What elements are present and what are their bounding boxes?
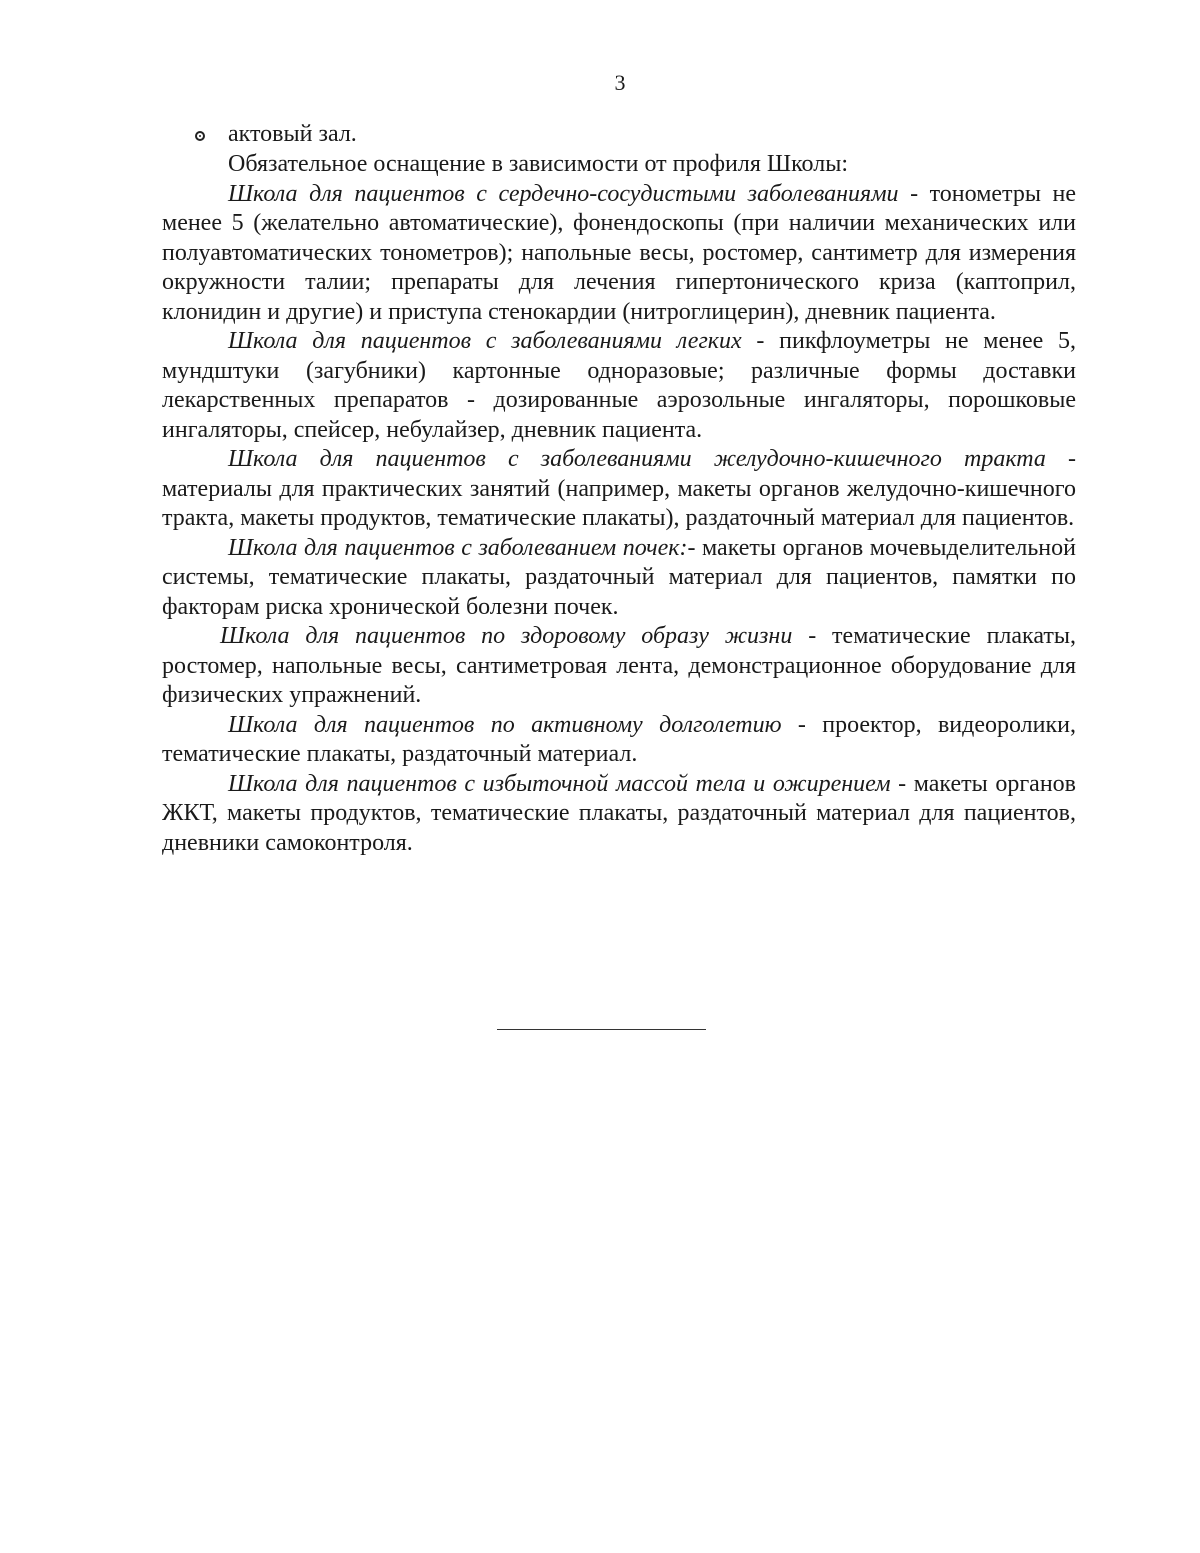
school-name: Школа для пациентов по активному долголетию (228, 711, 782, 738)
paragraph-active-longevity (162, 711, 1076, 770)
school-name: Школа для пациентов с сердечно-сосудистыми заболеваниями (228, 180, 899, 207)
paragraph-kidney (162, 534, 1076, 623)
school-name: Школа для пациентов с заболеваниями желудочно-кишечного тракта (228, 446, 1046, 472)
bullet-item (162, 120, 1076, 150)
end-divider (497, 1029, 706, 1030)
paragraph-cardio (162, 180, 1076, 328)
document-body (162, 120, 1076, 858)
paragraph-gastro (162, 445, 1076, 534)
page-number: 3 (614, 70, 626, 95)
paragraph-healthy-lifestyle (162, 622, 1076, 711)
bullet-icon (195, 131, 205, 141)
paragraph-text: - макеты органов мочевыделительной системы, тематические плакаты, раздаточный материал для пациентов, памятки по факторам риска хронической болезни почек. (162, 534, 1076, 620)
paragraph-text: - тематические плакаты, ростомер, напольные весы, сантиметровая лента, демонстрационное оборудование для физических упражнений. (162, 623, 1076, 708)
school-name: Школа для пациентов по здоровому образу жизни (220, 623, 793, 649)
school-name: Школа для пациентов с заболеванием почек: (228, 534, 688, 561)
paragraph-text: - материалы для практических занятий (например, макеты органов желудочно-кишечного тракта, макеты продуктов, тематические плакаты), раздаточный материал для пациентов. (162, 446, 1076, 531)
school-name: Школа для пациентов с избыточной массой тела и ожирением (228, 770, 891, 797)
paragraph-text: - пикфлоуметры не менее 5, мундштуки (загубники) картонные одноразовые; различные формы доставки лекарственных препаратов - дозированные аэрозольные ингаляторы, порошковые ингаляторы, спейсер, небулайзер, дневник пациента. (162, 328, 1076, 443)
paragraph-obesity (162, 770, 1076, 859)
school-name: Школа для пациентов с заболеваниями легких (228, 328, 742, 354)
paragraph-lungs (162, 327, 1076, 445)
equipment-intro: Обязательное оснащение в зависимости от профиля Школы: (228, 151, 849, 177)
bullet-text: актовый зал. (228, 121, 357, 147)
paragraph-text: - макеты органов ЖКТ, макеты продуктов, тематические плакаты, раздаточный материал для пациентов, дневники самоконтроля. (162, 770, 1076, 856)
paragraph-text: - тонометры не менее 5 (желательно автоматические), фонендоскопы (при наличии механических или полуавтоматических тонометров); напольные весы, ростомер, сантиметр для измерения окружности талии; препараты для лечения гипертонического криза (каптоприл, клонидин и другие) и приступа стенокардии (нитроглицерин), дневник пациента. (162, 180, 1076, 325)
paragraph-text: - проектор, видеоролики, тематические плакаты, раздаточный материал. (162, 711, 1076, 767)
